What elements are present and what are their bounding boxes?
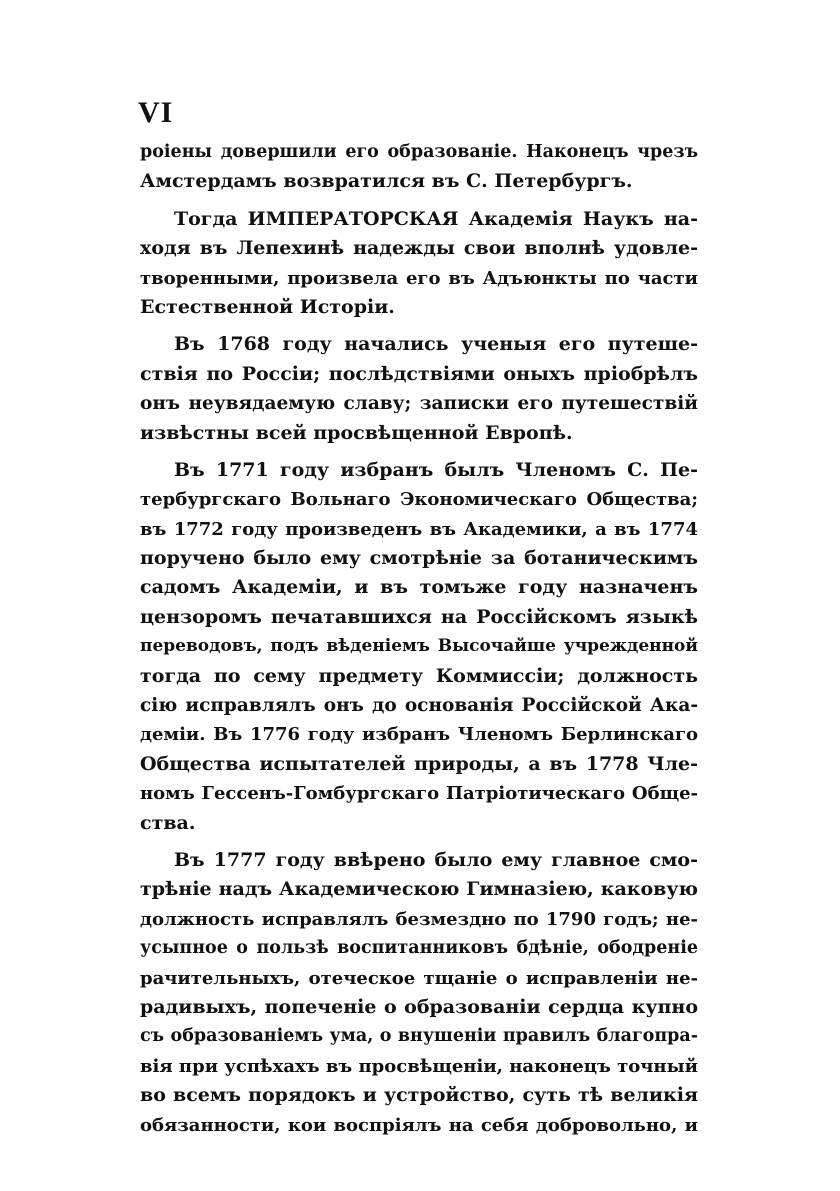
text-line: усыпное о пользѣ воспитанниковъ бдѣніе, ободреніе bbox=[140, 938, 698, 959]
paragraph bbox=[140, 138, 698, 197]
text-line: извѣстны всей просвѣщенной Европѣ. bbox=[140, 421, 573, 444]
text-line: Естественной Исторіи. bbox=[140, 295, 395, 318]
text-line: поручено было ему смотрѣніе за ботаническимъ bbox=[140, 547, 698, 570]
text-line: роіены довершили его образованіе. Наконецъ чрезъ bbox=[140, 142, 698, 162]
page-text bbox=[140, 138, 698, 1140]
text-line: Амстердамъ возвратился въ С. Петербургъ. bbox=[140, 170, 633, 193]
text-line: обязанности, кои воспріялъ на себя добровольно, и bbox=[140, 1114, 698, 1136]
text-line: Тогда ИМПЕРАТОРСКАЯ Академія Наукъ на- bbox=[174, 207, 698, 230]
text-line: рачительныхъ, отеческое тщаніе о исправленіи не- bbox=[140, 967, 698, 989]
text-line: ства. bbox=[140, 811, 196, 834]
text-line: творенными, произвела его въ Адъюнкты по части bbox=[140, 267, 698, 289]
text-line: тербургскаго Вольнаго Экономическаго Общества; bbox=[140, 489, 698, 511]
text-line: вія при успѣхахъ въ просвѣщеніи, наконецъ точный bbox=[140, 1055, 698, 1077]
text-line: съ образованіемъ ума, о внушеніи правилъ благопра- bbox=[140, 1026, 698, 1047]
paragraph-gap bbox=[140, 448, 698, 456]
text-line: Въ 1777 году ввѣрено было ему главное смо- bbox=[174, 848, 698, 871]
page-number: VI bbox=[138, 96, 174, 129]
text-line: сію исправлялъ онъ до основанія Россійской Ака- bbox=[140, 695, 698, 717]
text-line: переводовъ, подъ вѣденіемъ Высочайше учрежденной bbox=[140, 636, 698, 657]
paragraph bbox=[140, 846, 698, 1140]
text-line: во всемъ порядокъ и устройство, суть тѣ великія bbox=[140, 1084, 698, 1107]
text-line: радивыхъ, попеченіе о образованіи сердца купно bbox=[140, 995, 698, 1018]
text-line: въ 1772 году произведенъ въ Академики, а въ 1774 bbox=[140, 518, 698, 540]
text-line: онъ неувядаемую славу; записки его путешествій bbox=[140, 393, 698, 415]
text-line: Въ 1771 году избранъ былъ Членомъ С. Пе- bbox=[174, 458, 698, 481]
text-line: Въ 1768 году начались ученыя его путеше- bbox=[174, 333, 698, 356]
text-line: ствія по Россіи; послѣдствіями оныхъ пріобрѣлъ bbox=[140, 362, 698, 385]
text-line: должность исправлялъ безмездно по 1790 годъ; не- bbox=[140, 908, 698, 930]
text-line: садомъ Академіи, и въ томъже году назначенъ bbox=[140, 576, 698, 599]
text-line: Общества испытателей природы, а въ 1778 Чле- bbox=[140, 752, 698, 775]
paragraph bbox=[140, 205, 698, 323]
text-line: цензоромъ печатавшихся на Россійскомъ языкѣ bbox=[140, 605, 698, 628]
text-line: номъ Гессенъ-Гомбургскаго Патріотическаго Обще- bbox=[140, 783, 698, 805]
paragraph-gap bbox=[140, 322, 698, 330]
text-line: трѣніе надъ Академическою Гимназіею, каковую bbox=[140, 878, 698, 901]
text-line: деміи. Въ 1776 году избранъ Членомъ Берлинскаго bbox=[140, 724, 698, 746]
paragraph bbox=[140, 456, 698, 838]
paragraph bbox=[140, 330, 698, 448]
paragraph-gap bbox=[140, 838, 698, 846]
text-line: тогда по сему предмету Коммиссіи; должность bbox=[140, 664, 698, 687]
text-line: ходя въ Лепехинѣ надежды свои вполнѣ удовле- bbox=[140, 237, 698, 260]
paragraph-gap bbox=[140, 197, 698, 205]
